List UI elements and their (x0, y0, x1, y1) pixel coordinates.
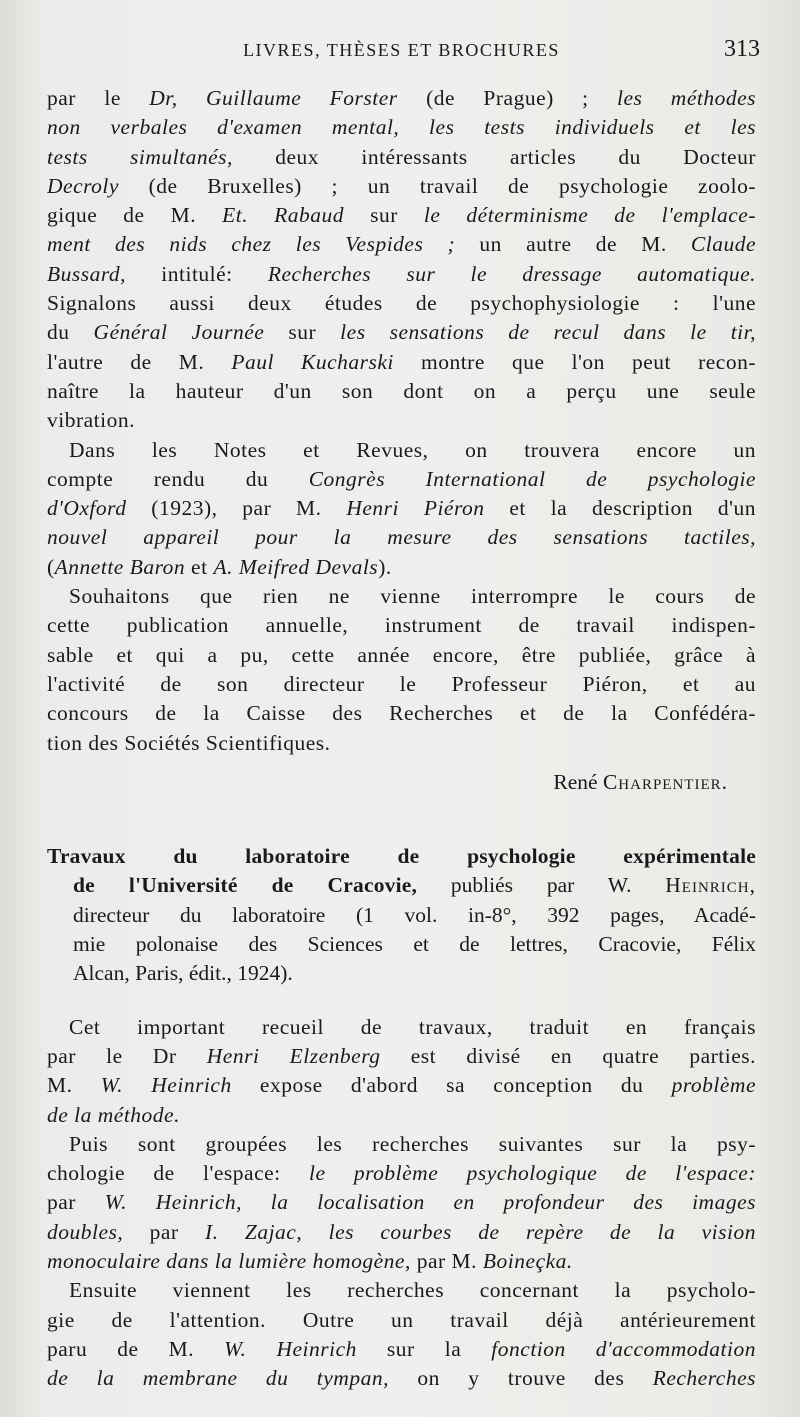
text-line: Cet important recueil de travaux, traduit en français (69, 1014, 756, 1039)
text-line: compte rendu du Congrès International de psychologie (47, 466, 756, 491)
text-line: cette publication annuelle, instrument de travail indispen- (47, 613, 756, 638)
text-line: de la méthode. (47, 1102, 180, 1127)
text-line: de la membrane du tympan, on y trouve des Recherches (47, 1366, 756, 1391)
paragraph-3 (47, 582, 756, 758)
text-line: vibration. (47, 408, 135, 433)
text-line: de l'Université de Cracovie, publiés par W. Heinrich, (73, 873, 756, 898)
text-line: chologie de l'espace: le problème psychologique de l'espace: (47, 1161, 756, 1186)
text-line: sable et qui a pu, cette année encore, être publiée, grâce à (47, 642, 756, 667)
text-line: Bussard, intitulé: Recherches sur le dressage automatique. (47, 261, 756, 286)
text-line: mie polonaise des Sciences et de lettres, Cracovie, Félix (73, 932, 756, 957)
running-title: LIVRES, THÈSES ET BROCHURES (243, 40, 560, 60)
text-line: (Annette Baron et A. Meifred Devals). (47, 554, 392, 579)
text-line: Ensuite viennent les recherches concernant la psycholo- (69, 1278, 756, 1303)
text-line: l'activité de son directeur le Professeur Piéron, et au (47, 671, 756, 696)
running-header (47, 36, 760, 76)
text-line: gie de l'attention. Outre un travail déjà antérieurement (47, 1307, 756, 1332)
text-line: d'Oxford (1923), par M. Henri Piéron et la description d'un (47, 496, 756, 521)
text-line: Signalons aussi deux études de psychophysiologie : l'une (47, 291, 756, 316)
text-line: Puis sont groupées les recherches suivantes sur la psy- (69, 1131, 756, 1156)
text-line: paru de M. W. Heinrich sur la fonction d'accommodation (47, 1336, 756, 1361)
text-line: par le Dr, Guillaume Forster (de Prague) ; les méthodes (47, 86, 756, 110)
text-line: Alcan, Paris, édit., 1924). (73, 961, 293, 986)
text-line: tests simultanés, deux intéressants articles du Docteur (47, 144, 756, 169)
text-line: nouvel appareil pour la mesure des sensations tactiles, (47, 525, 756, 550)
text-line: naître la hauteur d'un son dont on a perçu une seule (47, 378, 756, 403)
text-line: doubles, par I. Zajac, les courbes de repère de la vision (47, 1219, 756, 1244)
paragraph-4 (47, 1013, 756, 1130)
text-line: Dans les Notes et Revues, on trouvera encore un (69, 437, 756, 462)
text-line: directeur du laboratoire (1 vol. in-8°, 392 pages, Acadé- (73, 902, 756, 927)
text-line: par W. Heinrich, la localisation en profondeur des images (47, 1190, 756, 1215)
signature: René Charpentier. (553, 769, 728, 794)
paragraph-2 (47, 436, 756, 582)
text-line: par le Dr Henri Elzenberg est divisé en quatre parties. (47, 1043, 756, 1068)
paragraph-5 (47, 1130, 756, 1276)
text-line: M. W. Heinrich expose d'abord sa conception du problème (47, 1073, 756, 1098)
paragraph-1 (47, 84, 756, 436)
text-line: du Général Journée sur les sensations de recul dans le tir, (47, 320, 756, 345)
text-line: ment des nids chez les Vespides ; un autre de M. Claude (47, 232, 756, 257)
text-line: Decroly (de Bruxelles) ; un travail de psychologie zoolo- (47, 173, 756, 198)
paragraph-6 (47, 1276, 756, 1393)
text-line: Travaux du laboratoire de psychologie expérimentale (47, 844, 756, 869)
text-line: concours de la Caisse des Recherches et de la Confédéra- (47, 701, 756, 726)
bibliographic-entry (47, 842, 756, 988)
text-line: l'autre de M. Paul Kucharski montre que l'on peut recon- (47, 349, 756, 374)
text-line: Souhaitons que rien ne vienne interrompre le cours de (69, 584, 756, 609)
text-line: monoculaire dans la lumière homogène, par M. Boineçka. (47, 1248, 573, 1273)
text-line: gique de M. Et. Rabaud sur le déterminisme de l'emplace- (47, 203, 756, 228)
text-line: non verbales d'examen mental, les tests individuels et les (47, 115, 756, 140)
text-line: tion des Sociétés Scientifiques. (47, 730, 331, 755)
page-number: 313 (724, 36, 760, 62)
